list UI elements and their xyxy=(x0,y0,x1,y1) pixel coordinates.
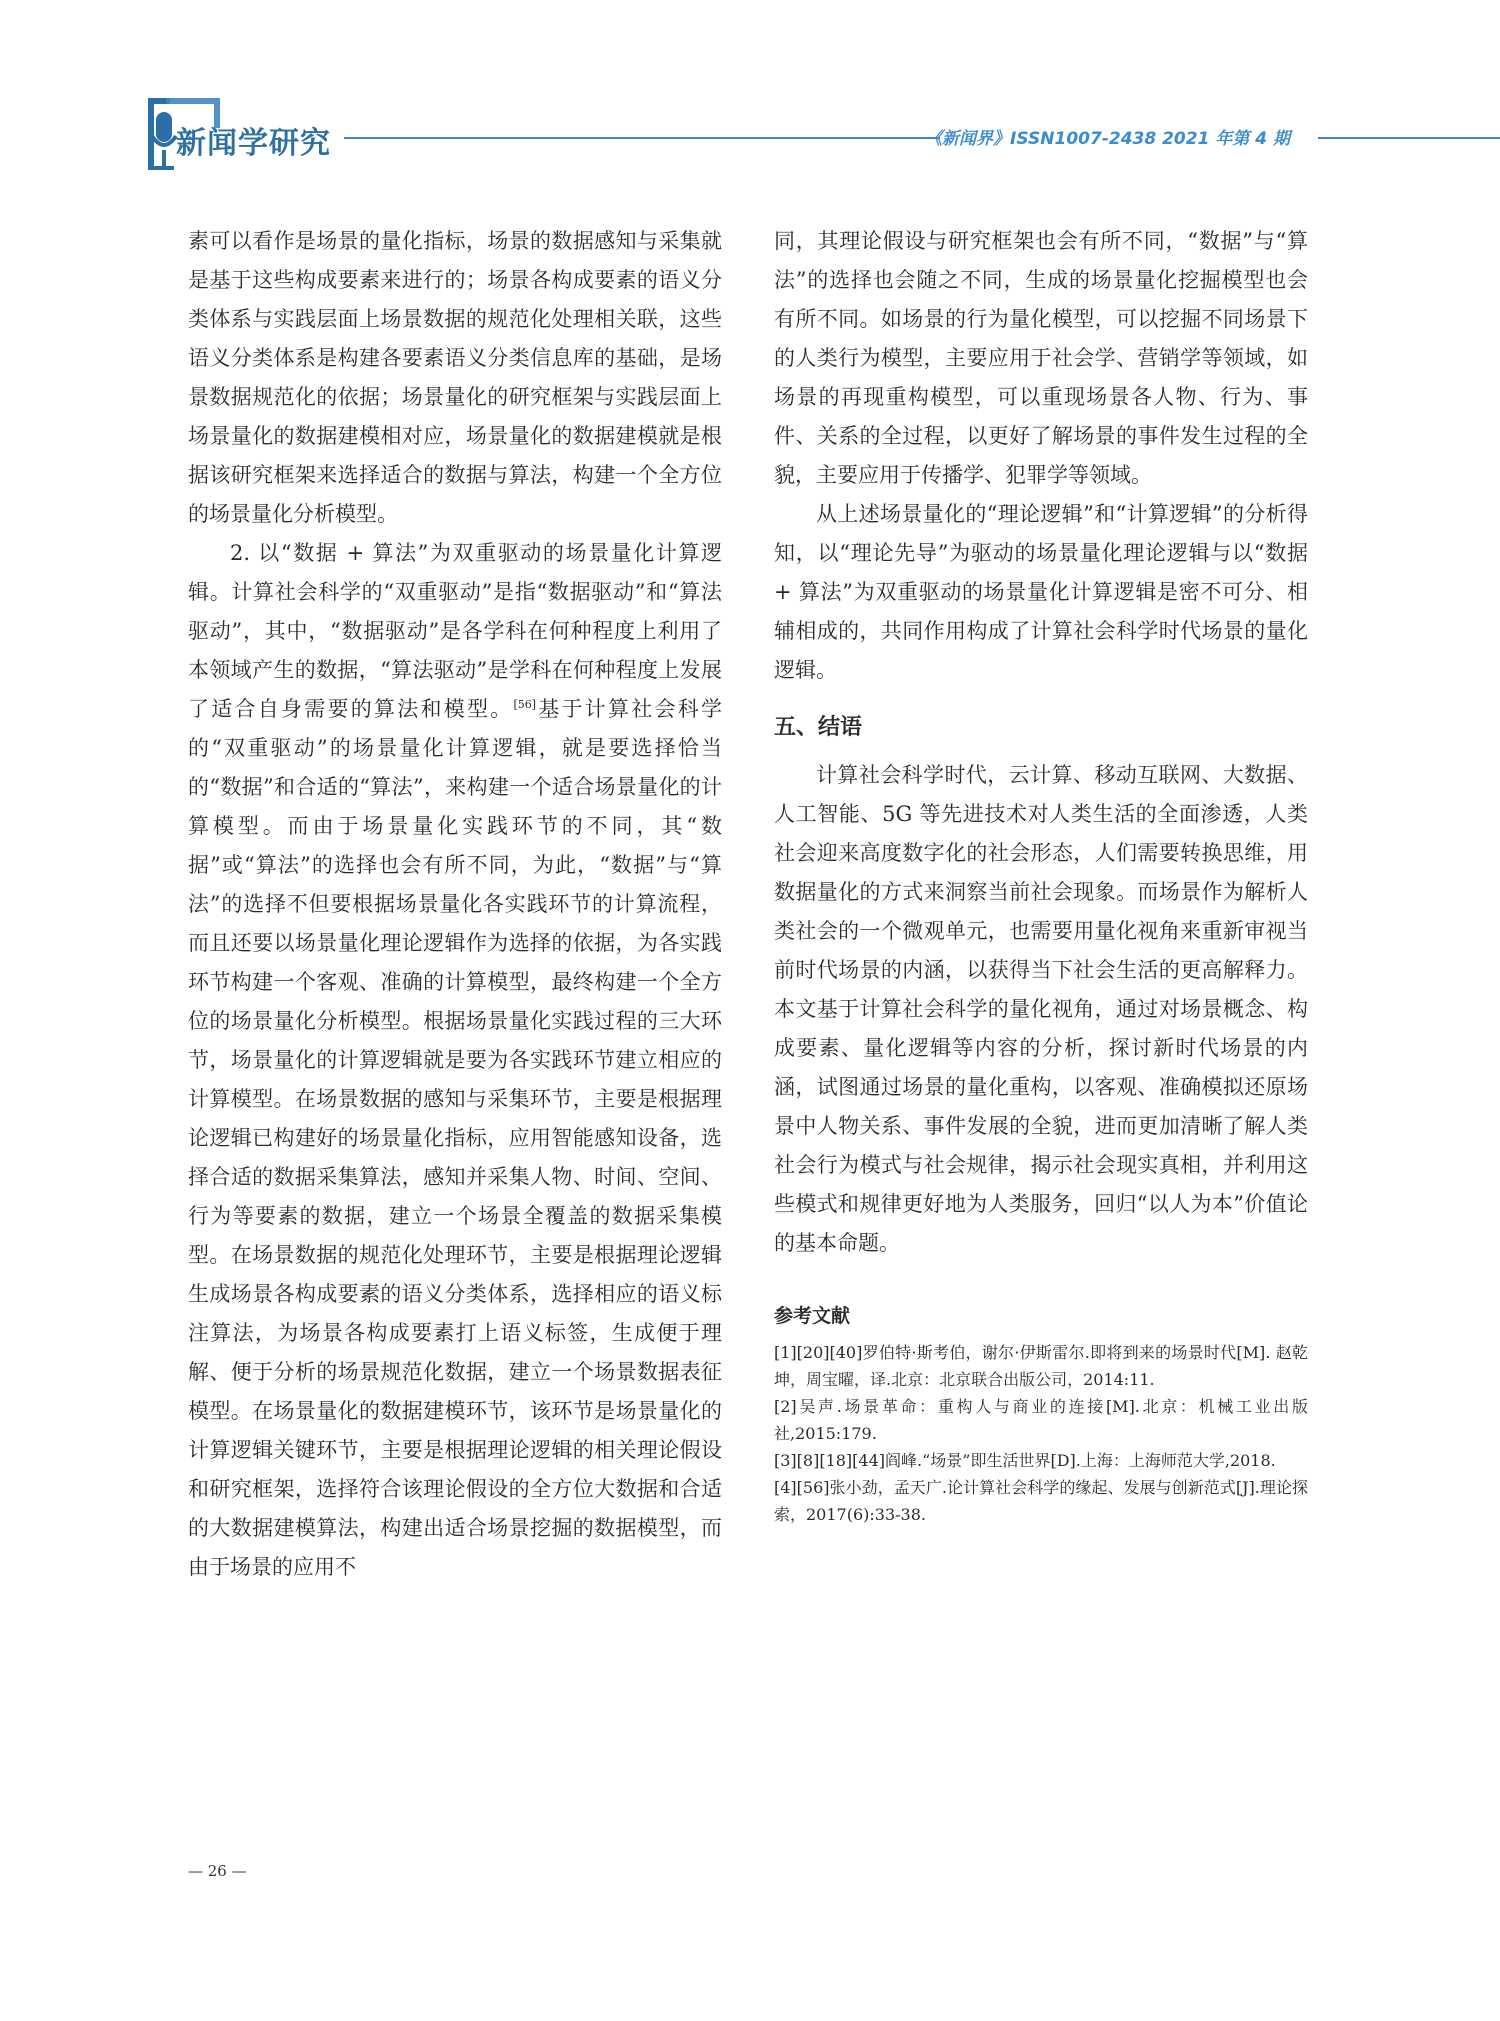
paragraph: 计算社会科学时代，云计算、移动互联网、大数据、人工智能、5G 等先进技术对人类生活的全面渗透，人类社会迎来高度数字化的社会形态，人们需要转换思维，用数据量化的方式来洞察当前社会现象。而场景作为解析人类社会的一个微观单元，也需要用量化视角来重新审视当前时代场景的内涵，以获得当下社会生活的更高解释力。本文基于计算社会科学的量化视角，通过对场景概念、构成要素、量化逻辑等内容的分析，探讨新时代场景的内涵，试图通过场景的量化重构，以客观、准确模拟还原场景中人物关系、事件发展的全貌，进而更加清晰了解人类社会行为模式与社会规律，揭示社会现实真相，并利用这些模式和规律更好地为人类服务，回归“以人为本”价值论的基本命题。 xyxy=(774,763,1308,1255)
paragraph-text: 基于计算社会科学的“双重驱动”的场景量化计算逻辑，就是要选择恰当的“数据”和合适的“算法”，来构建一个适合场景量化的计算模型。而由于场景量化实践环节的不同，其“数据”或“算法”的选择也会有所不同，为此，“数据”与“算法”的选择不但要根据场景量化各实践环节的计算流程，而且还要以场景量化理论逻辑作为选择的依据，为各实践环节构建一个客观、准确的计算模型，最终构建一个全方位的场景量化分析模型。根据场景量化实践过程的三大环节，场景量化的计算逻辑就是要为各实践环节建立相应的计算模型。在场景数据的感知与采集环节，主要是根据理论逻辑已构建好的场景量化指标，应用智能感知设备，选择合适的数据采集算法，感知并采集人物、时间、空间、行为等要素的数据，建立一个场景全覆盖的数据采集模型。在场景数据的规范化处理环节，主要是根据理论逻辑生成场景各构成要素的语义分类体系，选择相应的语义标注算法，为场景各构成要素打上语义标签，生成便于理解、便于分析的场景规范化数据，建立一个场景数据表征模型。在场景量化的数据建模环节，该环节是场景量化的计算逻辑关键环节，主要是根据理论逻辑的相关理论假设和研究框架，选择符合该理论假设的全方位大数据和合适的大数据建模算法，构建出适合场景挖掘的数据模型，而由于场景的应用不 xyxy=(188,697,723,1579)
right-column xyxy=(774,222,1308,1528)
page-number: — 26 — xyxy=(188,1862,247,1880)
section-heading: 五、结语 xyxy=(774,715,863,740)
reference-item: [2]吴声.场景革命：重构人与商业的连接[M].北京：机械工业出版社,2015:179. xyxy=(774,1397,1308,1443)
paragraph xyxy=(188,534,722,1587)
header-rule-left xyxy=(344,137,940,139)
paragraph: 素可以看作是场景的量化指标，场景的数据感知与采集就是基于这些构成要素来进行的；场景各构成要素的语义分类体系与实践层面上场景数据的规范化处理相关联，这些语义分类体系是构建各要素语义分类信息库的基础，是场景数据规范化的依据；场景量化的研究框架与实践层面上场景量化的数据建模相对应，场景量化的数据建模就是根据该研究框架来选择适合的数据与算法，构建一个全方位的场景量化分析模型。 xyxy=(188,229,722,526)
references-heading: 参考文献 xyxy=(774,1305,851,1327)
reference-item: [3][8][18][44]阎峰.“场景”即生活世界[D].上海：上海师范大学,2018. xyxy=(774,1451,1276,1470)
reference-item: [4][56]张小劲，孟天广.论计算社会科学的缘起、发展与创新范式[J].理论探索，2017(6):33-38. xyxy=(774,1478,1308,1524)
header-rule-right xyxy=(1318,137,1500,139)
journal-info: 《新闻界》ISSN1007-2438 2021 年第 4 期 xyxy=(925,129,1290,149)
journal-section-brand: 新闻学研究 xyxy=(176,126,331,161)
paragraph-text: 2. 以“数据 + 算法”为双重驱动的场景量化计算逻辑。计算社会科学的“双重驱动”是指“数据驱动”和“算法驱动”，其中，“数据驱动”是各学科在何种程度上利用了本领域产生的数据，“算法驱动”是学科在何种程度上发展了适合自身需要的算法和模型。 xyxy=(188,541,722,721)
reference-item: [1][20][40]罗伯特·斯考伯，谢尔·伊斯雷尔.即将到来的场景时代[M]. 赵乾坤，周宝曜，译.北京：北京联合出版公司，2014:11. xyxy=(774,1343,1308,1389)
citation-marker: [56] xyxy=(513,698,537,711)
left-column xyxy=(188,222,722,1587)
paragraph: 从上述场景量化的“理论逻辑”和“计算逻辑”的分析得知，以“理论先导”为驱动的场景量化理论逻辑与以“数据 + 算法”为双重驱动的场景量化计算逻辑是密不可分、相辅相成的，共同作用构成了计算社会科学时代场景的量化逻辑。 xyxy=(774,502,1308,682)
paragraph: 同，其理论假设与研究框架也会有所不同，“数据”与“算法”的选择也会随之不同，生成的场景量化挖掘模型也会有所不同。如场景的行为量化模型，可以挖掘不同场景下的人类行为模型，主要应用于社会学、营销学等领域，如场景的再现重构模型，可以重现场景各人物、行为、事件、关系的全过程，以更好了解场景的事件发生过程的全貌，主要应用于传播学、犯罪学等领域。 xyxy=(774,229,1308,487)
